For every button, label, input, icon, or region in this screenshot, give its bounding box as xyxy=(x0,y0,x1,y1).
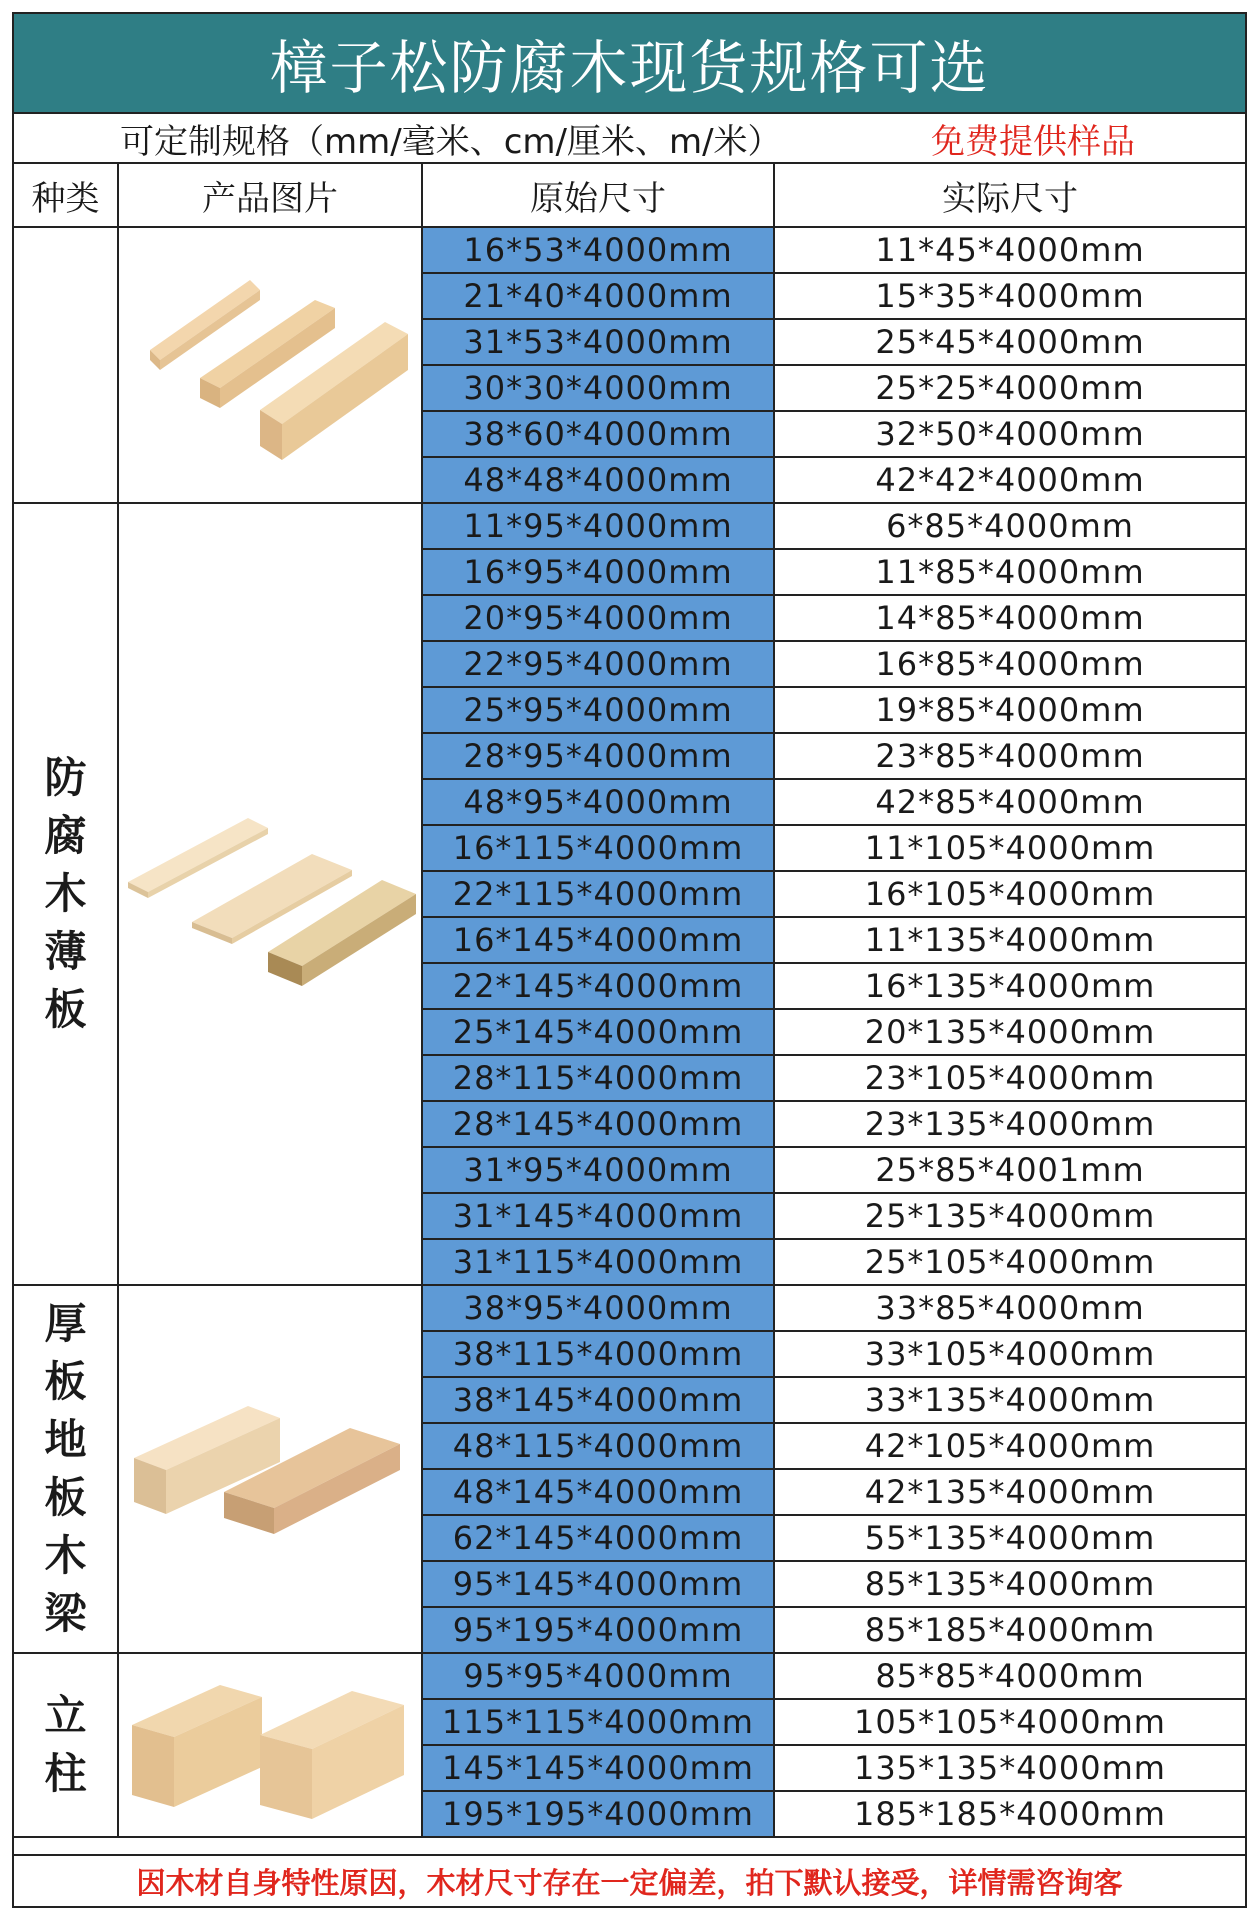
actual-size-cell: 135*135*4000mm xyxy=(774,1745,1245,1791)
actual-size-cell: 23*135*4000mm xyxy=(774,1101,1245,1147)
original-size-cell: 31*53*4000mm xyxy=(422,319,774,365)
table-header-row xyxy=(14,164,1245,227)
subtitle-row xyxy=(14,114,1245,164)
spec-table-body xyxy=(14,227,1245,1837)
original-size-cell: 38*95*4000mm xyxy=(422,1285,774,1331)
category-cell xyxy=(14,503,118,1285)
category-label: 厚 板 地 板 木 梁 xyxy=(44,1299,87,1638)
original-size-cell: 22*145*4000mm xyxy=(422,963,774,1009)
original-size-cell: 30*30*4000mm xyxy=(422,365,774,411)
product-image xyxy=(118,1653,422,1837)
actual-size-cell: 42*135*4000mm xyxy=(774,1469,1245,1515)
actual-size-cell: 42*42*4000mm xyxy=(774,457,1245,503)
header-category: 种类 xyxy=(14,164,118,227)
original-size-cell: 16*53*4000mm xyxy=(422,227,774,273)
actual-size-cell: 32*50*4000mm xyxy=(774,411,1245,457)
original-size-cell: 48*95*4000mm xyxy=(422,779,774,825)
header-actual-size: 实际尺寸 xyxy=(774,164,1245,227)
category-label: 防 腐 木 薄 板 xyxy=(44,753,87,1034)
table-row xyxy=(14,227,1245,273)
actual-size-cell: 11*85*4000mm xyxy=(774,549,1245,595)
actual-size-cell: 16*105*4000mm xyxy=(774,871,1245,917)
actual-size-cell: 85*135*4000mm xyxy=(774,1561,1245,1607)
original-size-cell: 38*115*4000mm xyxy=(422,1331,774,1377)
original-size-cell: 28*145*4000mm xyxy=(422,1101,774,1147)
actual-size-cell: 23*105*4000mm xyxy=(774,1055,1245,1101)
actual-size-cell: 33*85*4000mm xyxy=(774,1285,1245,1331)
actual-size-cell: 25*105*4000mm xyxy=(774,1239,1245,1285)
original-size-cell: 20*95*4000mm xyxy=(422,595,774,641)
actual-size-cell: 6*85*4000mm xyxy=(774,503,1245,549)
category-cell xyxy=(14,1653,118,1837)
original-size-cell: 38*60*4000mm xyxy=(422,411,774,457)
actual-size-cell: 33*135*4000mm xyxy=(774,1377,1245,1423)
spec-sheet xyxy=(12,12,1247,1908)
category-cell xyxy=(14,1285,118,1653)
actual-size-cell: 185*185*4000mm xyxy=(774,1791,1245,1837)
original-size-cell: 16*95*4000mm xyxy=(422,549,774,595)
original-size-cell: 195*195*4000mm xyxy=(422,1791,774,1837)
original-size-cell: 48*48*4000mm xyxy=(422,457,774,503)
footer-disclaimer: 因木材自身特性原因，木材尺寸存在一定偏差，拍下默认接受，详情需咨询客 xyxy=(14,1854,1245,1906)
original-size-cell: 16*115*4000mm xyxy=(422,825,774,871)
original-size-cell: 62*145*4000mm xyxy=(422,1515,774,1561)
actual-size-cell: 25*25*4000mm xyxy=(774,365,1245,411)
actual-size-cell: 25*135*4000mm xyxy=(774,1193,1245,1239)
actual-size-cell: 85*185*4000mm xyxy=(774,1607,1245,1653)
original-size-cell: 115*115*4000mm xyxy=(422,1699,774,1745)
actual-size-cell: 85*85*4000mm xyxy=(774,1653,1245,1699)
original-size-cell: 31*95*4000mm xyxy=(422,1147,774,1193)
original-size-cell: 22*115*4000mm xyxy=(422,871,774,917)
original-size-cell: 31*115*4000mm xyxy=(422,1239,774,1285)
table-row xyxy=(14,503,1245,549)
actual-size-cell: 25*45*4000mm xyxy=(774,319,1245,365)
category-label: 立 柱 xyxy=(44,1691,87,1798)
actual-size-cell: 42*105*4000mm xyxy=(774,1423,1245,1469)
original-size-cell: 28*95*4000mm xyxy=(422,733,774,779)
original-size-cell: 145*145*4000mm xyxy=(422,1745,774,1791)
units-note: 可定制规格（mm/毫米、cm/厘米、m/米） xyxy=(120,121,782,162)
original-size-cell: 11*95*4000mm xyxy=(422,503,774,549)
table-row xyxy=(14,1285,1245,1331)
actual-size-cell: 15*35*4000mm xyxy=(774,273,1245,319)
original-size-cell: 22*95*4000mm xyxy=(422,641,774,687)
header-original-size: 原始尺寸 xyxy=(422,164,774,227)
actual-size-cell: 105*105*4000mm xyxy=(774,1699,1245,1745)
actual-size-cell: 25*85*4001mm xyxy=(774,1147,1245,1193)
actual-size-cell: 14*85*4000mm xyxy=(774,595,1245,641)
original-size-cell: 31*145*4000mm xyxy=(422,1193,774,1239)
actual-size-cell: 19*85*4000mm xyxy=(774,687,1245,733)
actual-size-cell: 11*45*4000mm xyxy=(774,227,1245,273)
actual-size-cell: 16*135*4000mm xyxy=(774,963,1245,1009)
original-size-cell: 38*145*4000mm xyxy=(422,1377,774,1423)
actual-size-cell: 11*105*4000mm xyxy=(774,825,1245,871)
original-size-cell: 95*95*4000mm xyxy=(422,1653,774,1699)
header-image: 产品图片 xyxy=(118,164,422,227)
original-size-cell: 48*115*4000mm xyxy=(422,1423,774,1469)
original-size-cell: 48*145*4000mm xyxy=(422,1469,774,1515)
category-cell xyxy=(14,227,118,503)
original-size-cell: 25*95*4000mm xyxy=(422,687,774,733)
product-image xyxy=(118,227,422,503)
original-size-cell: 16*145*4000mm xyxy=(422,917,774,963)
table-row xyxy=(14,1653,1245,1699)
actual-size-cell: 23*85*4000mm xyxy=(774,733,1245,779)
original-size-cell: 21*40*4000mm xyxy=(422,273,774,319)
actual-size-cell: 33*105*4000mm xyxy=(774,1331,1245,1377)
actual-size-cell: 20*135*4000mm xyxy=(774,1009,1245,1055)
original-size-cell: 95*145*4000mm xyxy=(422,1561,774,1607)
spec-table xyxy=(14,164,1245,1838)
actual-size-cell: 55*135*4000mm xyxy=(774,1515,1245,1561)
actual-size-cell: 42*85*4000mm xyxy=(774,779,1245,825)
original-size-cell: 25*145*4000mm xyxy=(422,1009,774,1055)
actual-size-cell: 11*135*4000mm xyxy=(774,917,1245,963)
original-size-cell: 95*195*4000mm xyxy=(422,1607,774,1653)
product-image xyxy=(118,1285,422,1653)
actual-size-cell: 16*85*4000mm xyxy=(774,641,1245,687)
product-image xyxy=(118,503,422,1285)
free-sample-note: 免费提供样品 xyxy=(931,121,1135,162)
page-title: 樟子松防腐木现货规格可选 xyxy=(14,14,1245,114)
original-size-cell: 28*115*4000mm xyxy=(422,1055,774,1101)
